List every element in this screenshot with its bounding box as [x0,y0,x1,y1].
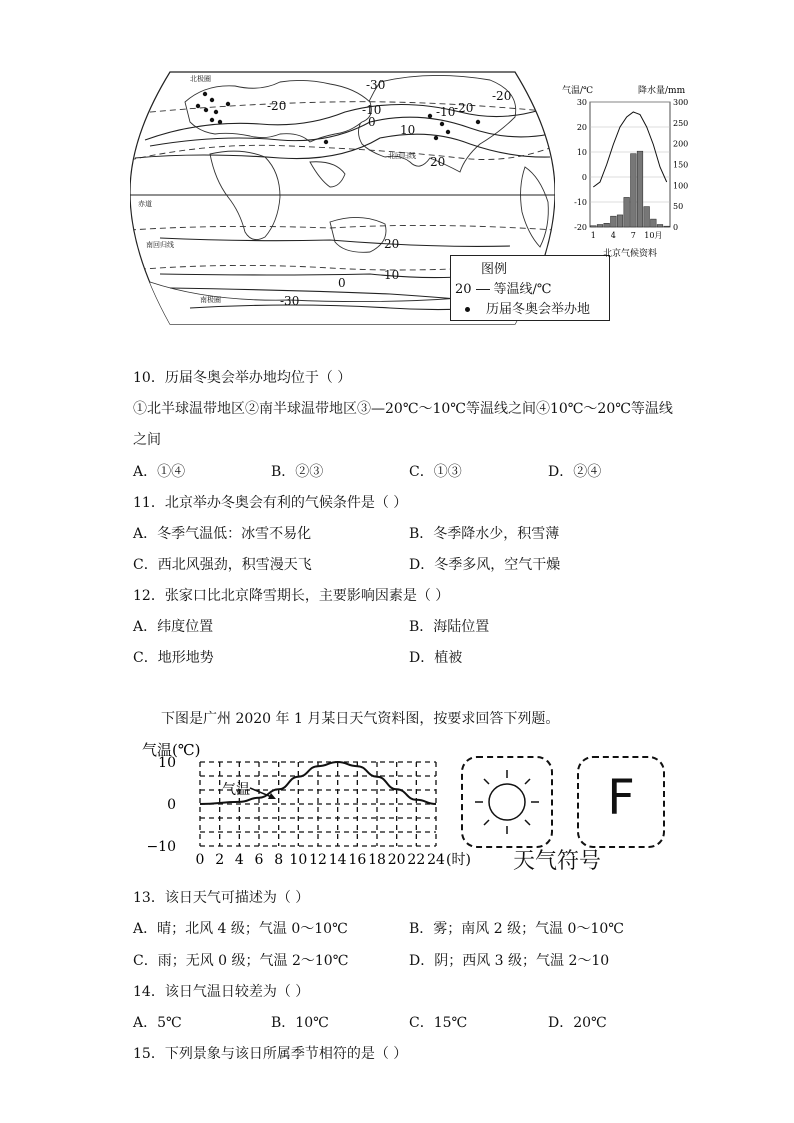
q10-option-c[interactable]: C．①③ [409,464,462,480]
temp-tick-label: 30 [576,98,587,107]
legend-dot-icon [465,307,470,312]
precip-tick-label: 0 [673,223,679,232]
climate-chart-title: 北京气候资料 [602,249,658,259]
weather-x-tick-label: 0 [195,852,205,868]
tropic-capricorn-label: 南回归线 [146,241,174,249]
temp-tick-label: 20 [576,123,587,132]
isotherm-label: 10 [400,123,416,137]
q14-option-b[interactable]: B．10℃ [271,1015,329,1031]
weather-x-tick-label: 16 [348,852,367,868]
weather-x-tick-label: 20 [387,852,406,868]
precip-tick-label: 150 [673,160,689,170]
precip-bar [624,197,630,227]
precip-bars [591,151,670,227]
precip-bar [597,225,603,228]
q11-option-c[interactable]: C．西北风强劲，积雪漫天飞 [133,557,312,573]
precip-tick-label: 50 [673,202,684,212]
precip-bar [657,225,663,228]
equator-label: 赤道 [138,200,152,208]
weather-grid [200,762,436,846]
legend-isotherm-value: 20 [455,282,472,297]
q14-stem: 14．该日气温日较差为（ ） [133,984,310,1000]
isotherm-label: 20 [384,237,400,251]
month-tick-label: 1 [590,231,596,240]
precip-ticks [673,98,688,232]
weather-y-tick-label: −10 [146,839,176,855]
weather-y-tick-label: 10 [158,755,176,771]
sunny-symbol-box [461,756,553,848]
weather-x-tick-label: 10 [289,852,308,868]
guangzhou-temperature-chart [140,738,480,873]
antarctic-circle-label: 南极圈 [200,296,221,304]
q13-option-b[interactable]: B．雾；南风 2 级；气温 0～10℃ [409,921,624,937]
weather-y-ticks [146,755,176,855]
q11-option-a[interactable]: A．冬季气温低：冰雪不易化 [133,526,312,542]
q12-option-c[interactable]: C．地形地势 [133,650,214,666]
weather-x-tick-label: 24 [427,852,445,868]
weather-symbol-caption: 天气符号 [513,849,602,874]
q13-option-c[interactable]: C．雨；无风 0 级；气温 2～10℃ [133,953,349,969]
q10-option-d[interactable]: D．②④ [548,464,602,480]
q12-option-b[interactable]: B．海陆位置 [409,619,490,635]
precip-bar [617,215,623,227]
q15-stem: 15．下列景象与该日所属季节相符的是（ ） [133,1046,408,1062]
legend-title: 图例 [481,262,508,277]
weather-x-tick-label: 12 [309,852,327,868]
isotherm-label: -10 [362,103,382,117]
precip-tick-label: 250 [673,118,689,128]
weather-x-tick-label: 14 [328,852,347,868]
weather-y-tick-label: 0 [167,797,176,813]
chart-gridlines [590,102,670,227]
arctic-circle-label: 北极圈 [190,75,211,83]
weather-x-ticks [196,852,445,868]
q14-option-a[interactable]: A．5℃ [133,1015,182,1031]
weather-x-tick-label: 22 [407,852,426,868]
weather-x-unit: (时) [446,852,471,868]
precip-bar [631,154,637,227]
precip-tick-label: 200 [673,139,689,149]
legend-dot-row [465,298,590,317]
isotherm-label: -30 [366,78,386,92]
temp-tick-label: 10 [576,148,587,157]
temp-tick-label: 0 [581,173,587,182]
q13-option-d[interactable]: D．阴；西风 3 级；气温 2～10 [409,953,610,969]
isotherm-label: 20 [430,155,446,169]
isotherm-label: -20 [454,101,474,115]
weather-x-tick-label: 8 [274,852,284,868]
isotherm-label: -20 [267,99,287,113]
isotherm-label: -30 [280,294,300,308]
temp-tick-label: -20 [574,223,587,232]
precip-axis-label: 降水量/mm [638,86,686,96]
q10-statements-line1: ①北半球温带地区②南半球温带地区③—20℃～10℃等温线之间④10℃～20℃等温线 [133,401,673,417]
legend-isotherm-sample [455,278,551,297]
weather-x-tick-label: 6 [254,852,264,868]
precip-bar [611,216,617,227]
weather-x-tick-label: 4 [234,852,244,868]
weather-x-tick-label: 2 [215,852,225,868]
sun-icon [463,758,551,846]
precip-bar [651,219,657,227]
precip-bar [637,151,643,227]
precip-bar [604,223,610,227]
map-legend [450,255,610,321]
q10-statements-line2: 之间 [133,432,161,448]
weather-y-axis-title: 气温(℃) [142,741,201,759]
q12-stem: 12．张家口比北京降雪期长，主要影响因素是（ ） [133,588,450,604]
precip-tick-label: 300 [673,98,689,107]
precip-bar [664,226,670,227]
precip-tick-label: 100 [673,181,689,191]
isotherm-label: 10 [384,268,400,282]
q11-option-d[interactable]: D．冬季多风，空气干燥 [409,557,561,573]
legend-isotherm-text: 等温线/℃ [493,282,552,297]
beijing-climate-chart [560,82,695,262]
temp-axis-label: 气温/℃ [562,86,594,96]
tropic-cancer-label: 北回归线 [388,152,416,160]
isotherm-label: -20 [492,89,512,103]
weather-x-tick-label: 18 [368,852,386,868]
q12-option-d[interactable]: D．植被 [409,650,463,666]
wind-symbol-box [577,756,665,848]
q13-option-a[interactable]: A．晴；北风 4 级；气温 0～10℃ [133,921,348,937]
q13-stem: 13．该日天气可描述为（ ） [133,890,310,906]
curve-label: 气温 [222,782,250,798]
wind-symbol-letter: F [607,770,635,826]
temp-ticks [574,98,587,232]
legend-line-swatch [476,289,490,290]
q14-option-c[interactable]: C．15℃ [409,1015,468,1031]
temp-curve [593,112,666,187]
q11-stem: 11．北京举办冬奥会有利的气候条件是（ ） [133,495,408,511]
q12-option-a[interactable]: A．纬度位置 [133,619,214,635]
isotherm-label: 0 [338,276,346,290]
chart-frame [590,102,670,227]
q10-option-a[interactable]: A．①④ [133,464,186,480]
precip-bar [644,207,650,227]
legend-dot-text: 历届冬奥会举办地 [486,302,591,317]
q10-option-b[interactable]: B．②③ [271,464,324,480]
isotherm-label: -10 [436,105,456,119]
temp-tick-label: -10 [574,198,587,207]
weather-intro: 下图是广州 2020 年 1 月某日天气资料图，按要求回答下列题。 [161,711,560,727]
month-tick-label: 7 [630,231,636,240]
q14-option-d[interactable]: D．20℃ [548,1015,607,1031]
q10-stem: 10．历届冬奥会举办地均位于（ ） [133,370,352,386]
precip-bar [591,226,597,227]
isotherm-label: 0 [368,115,376,129]
q11-option-b[interactable]: B．冬季降水少，积雪薄 [409,526,560,542]
month-tick-label: 4 [610,231,616,240]
month-tick-label: 10月 [644,231,663,240]
month-ticks [591,231,663,240]
